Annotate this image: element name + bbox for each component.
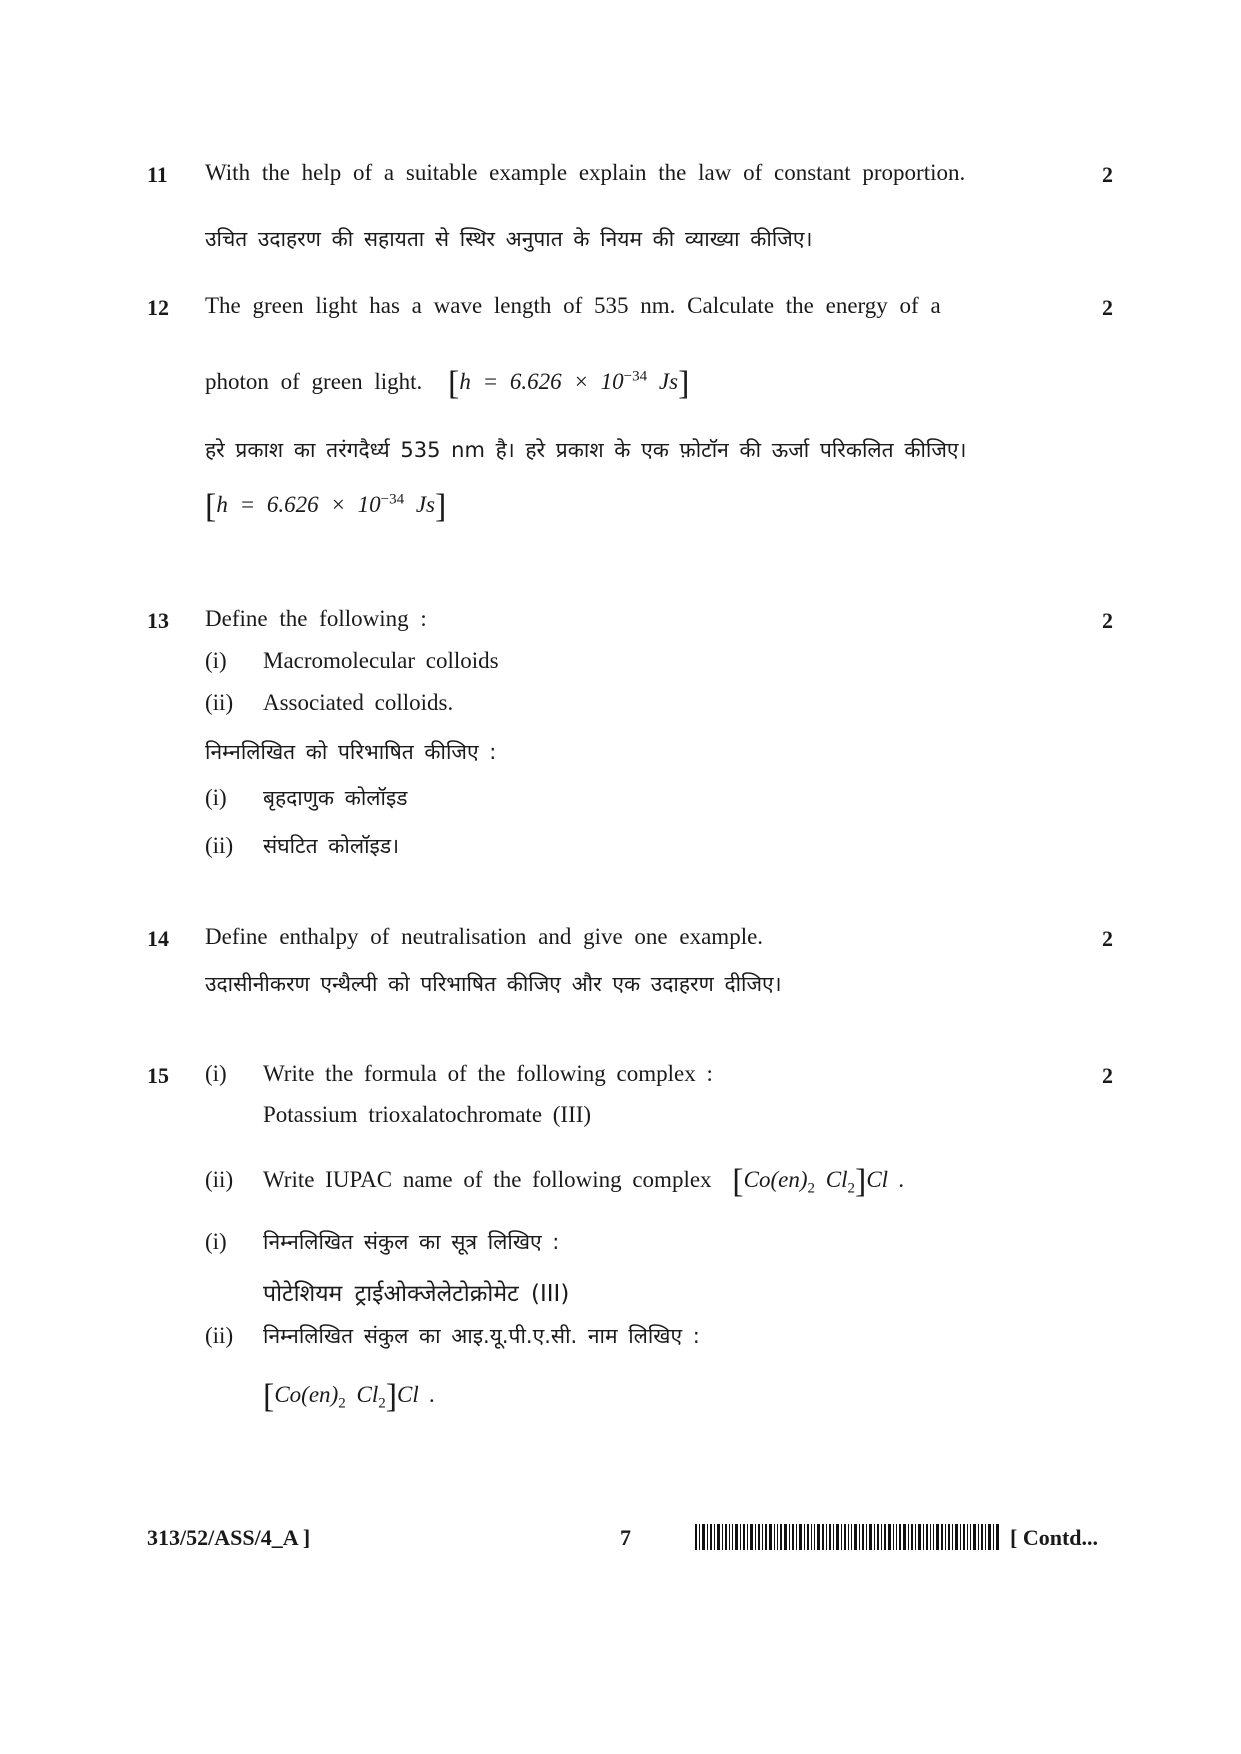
question-text-english: With the help of a suitable example explain the law of constant proportion. xyxy=(205,160,966,185)
complex-formula-hindi: [$Co(en)_2$ $Cl_2]Cl$ . xyxy=(263,1378,436,1415)
marks: 2 xyxy=(1102,1063,1113,1088)
question-text-hindi: निम्नलिखित को परिभाषित कीजिए : xyxy=(205,740,497,764)
question-text-hindi: हरे प्रकाश का तरंगदैर्ध्य 535 nm है। हरे प्रकाश के एक फ़ोटॉन की ऊर्जा परिकलित कीजिए। xyxy=(205,438,967,462)
question-text-hindi: उचित उदाहरण की सहायता से स्थिर अनुपात के नियम की व्याख्या कीजिए। xyxy=(205,227,813,251)
question-text-english: Define enthalpy of neutralisation and give one example. xyxy=(205,924,764,949)
part-1-english-line2: Potassium trioxalatochromate (III) xyxy=(263,1102,592,1127)
part-1-hindi: (i) निम्नलिखित संकुल का सूत्र लिखिए : xyxy=(205,1229,560,1254)
marks: 2 xyxy=(1102,608,1113,633)
barcode-icon xyxy=(695,1524,1000,1550)
question-number: 11 xyxy=(147,162,168,187)
question-number: 13 xyxy=(147,608,169,633)
sub-item: (i) Macromolecular colloids xyxy=(205,648,499,673)
marks: 2 xyxy=(1102,162,1113,187)
part-1-english: (i) Write the formula of the following complex : xyxy=(205,1061,713,1086)
question-text-hindi: उदासीनीकरण एन्थैल्पी को परिभाषित कीजिए और एक उदाहरण दीजिए। xyxy=(205,972,782,996)
question-text-english-line2 xyxy=(205,365,689,403)
sub-item-hindi: (ii) संघटित कोलॉइड। xyxy=(205,833,400,858)
photon-text: photon of green light. xyxy=(205,369,423,394)
part-1-hindi-line2: पोटेशियम ट्राईओक्जेलेटोक्रोमेट (III) xyxy=(263,1281,570,1307)
question-text-english: Define the following : xyxy=(205,606,427,631)
marks: 2 xyxy=(1102,295,1113,320)
part-2-hindi: (ii) निम्नलिखित संकुल का आइ.यू.पी.ए.सी. नाम लिखिए : xyxy=(205,1323,700,1348)
planck-formula-hindi: [$h = 6.626 \times 10^{-34}$ Js] xyxy=(205,488,447,525)
complex-formula: [$Co(en)_2$ $Cl_2]Cl$ . xyxy=(732,1163,905,1200)
paper-code: 313/52/ASS/4_A ] xyxy=(147,1525,311,1550)
sub-item-hindi: (i) बृहदाणुक कोलॉइड xyxy=(205,785,408,810)
part-2-english: (ii) Write IUPAC name of the following complex [$Co(en)_2$ $Cl_2]Cl$ . xyxy=(205,1163,905,1200)
question-number: 14 xyxy=(147,926,169,951)
question-text-english-line1: The green light has a wave length of 535 nm. Calculate the energy of a xyxy=(205,293,941,318)
question-number: 12 xyxy=(147,295,169,320)
page-number: 7 xyxy=(620,1525,631,1550)
planck-formula: [$h = 6.626 \times 10^{-34}$ Js] xyxy=(448,365,690,402)
contd-label: [ Contd... xyxy=(1010,1525,1099,1550)
marks: 2 xyxy=(1102,926,1113,951)
sub-item: (ii) Associated colloids. xyxy=(205,690,454,715)
question-number: 15 xyxy=(147,1063,169,1088)
